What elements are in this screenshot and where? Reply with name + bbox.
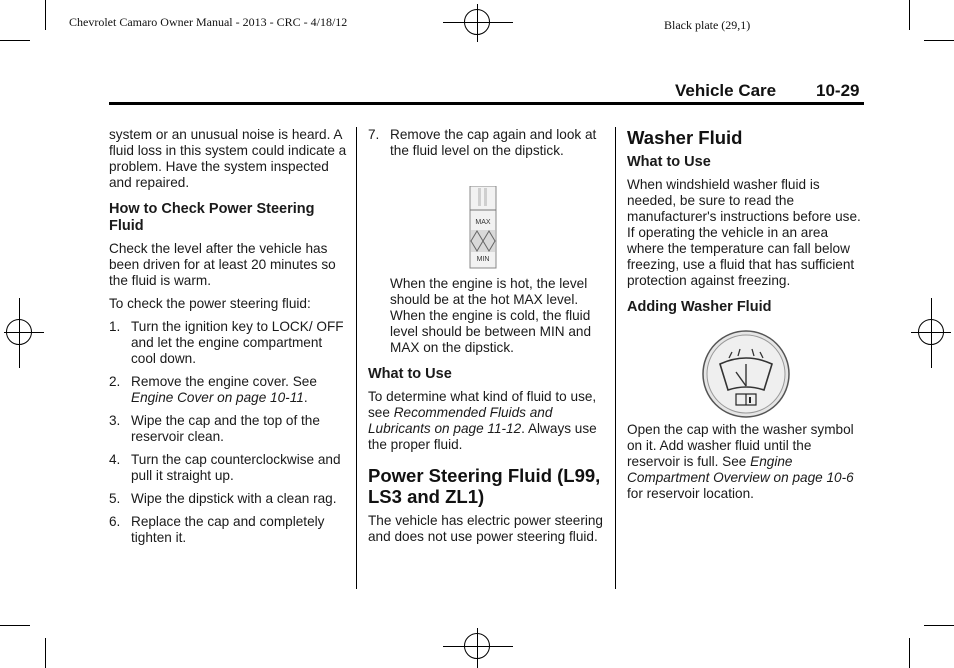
slug-left: Chevrolet Camaro Owner Manual - 2013 - CRC - 4/18/12	[69, 15, 348, 29]
page-number: 10-29	[816, 81, 860, 100]
step-list	[109, 319, 347, 546]
column-1	[109, 127, 347, 553]
list-item: 2. Remove the engine cover. See Engine Cover on page 10-11.	[109, 374, 317, 405]
subheading: What to Use	[627, 154, 711, 170]
dipstick-icon	[468, 186, 508, 270]
column-3	[627, 127, 863, 509]
paragraph: Open the cap with the washer symbol on it. Add washer fluid until the reservoir is full. See Engine Compartment Overview on page 10-6 for reservoir location.	[627, 422, 854, 501]
header-rule	[109, 102, 864, 105]
cross-reference: Engine Cover on page 10-11	[131, 390, 304, 405]
list-item: 7. Remove the cap again and look at the fluid level on the dipstick.	[368, 127, 597, 158]
section-title: Vehicle Care	[675, 81, 777, 100]
subheading: Adding Washer Fluid	[627, 299, 772, 315]
max-mark: MAX	[475, 219, 491, 226]
list-item: 3. Wipe the cap and the top of the reservoir clean.	[109, 413, 320, 444]
paragraph: When the engine is hot, the level should be at the hot MAX level. When the engine is cold, the fluid level should be between MIN and MAX on the dipstick.	[390, 276, 592, 355]
column-divider	[356, 127, 357, 589]
paragraph: When windshield washer fluid is needed, be sure to read the manufacturer's instructions before use. If operating the vehicle in an area where the temperature can fall below freezing, use a fluid that has sufficient protection against freezing.	[627, 177, 861, 288]
column-2	[368, 127, 606, 552]
subheading: What to Use	[368, 366, 452, 382]
list-item: 5. Wipe the dipstick with a clean rag.	[109, 491, 337, 506]
paragraph: To determine what kind of fluid to use, see Recommended Fluids and Lubricants on page 11-12. Always use the proper fluid.	[368, 389, 597, 452]
section-heading: Washer Fluid	[627, 127, 743, 148]
paragraph: To check the power steering fluid:	[109, 296, 311, 311]
paragraph: system or an unusual noise is heard. A fluid loss in this system could indicate a problem. Have the system inspected and repaired.	[109, 127, 347, 190]
slug-right: Black plate (29,1)	[664, 18, 751, 32]
subheading: How to Check Power Steering Fluid	[109, 201, 315, 234]
washer-fluid-icon	[700, 328, 792, 420]
paragraph: The vehicle has electric power steering and does not use power steering fluid.	[368, 513, 603, 544]
min-mark: MIN	[476, 256, 490, 263]
column-divider	[615, 127, 616, 589]
list-item: 4. Turn the cap counterclockwise and pull it straight up.	[109, 452, 341, 483]
paragraph: Check the level after the vehicle has been driven for at least 20 minutes so the fluid is warm.	[109, 241, 336, 288]
list-item: 1. Turn the ignition key to LOCK/ OFF and let the engine compartment cool down.	[109, 319, 344, 366]
dipstick-illustration	[368, 166, 606, 276]
cross-reference: Engine Compartment Overview on page 10-6	[627, 454, 854, 485]
washer-cap-illustration	[627, 322, 863, 422]
cross-reference: Recommended Fluids and Lubricants on page 11-12	[368, 405, 553, 436]
section-heading: Power Steering Fluid (L99, LS3 and ZL1)	[368, 465, 601, 507]
step-list	[368, 127, 606, 159]
list-item: 6. Replace the cap and completely tighten it.	[109, 514, 325, 545]
